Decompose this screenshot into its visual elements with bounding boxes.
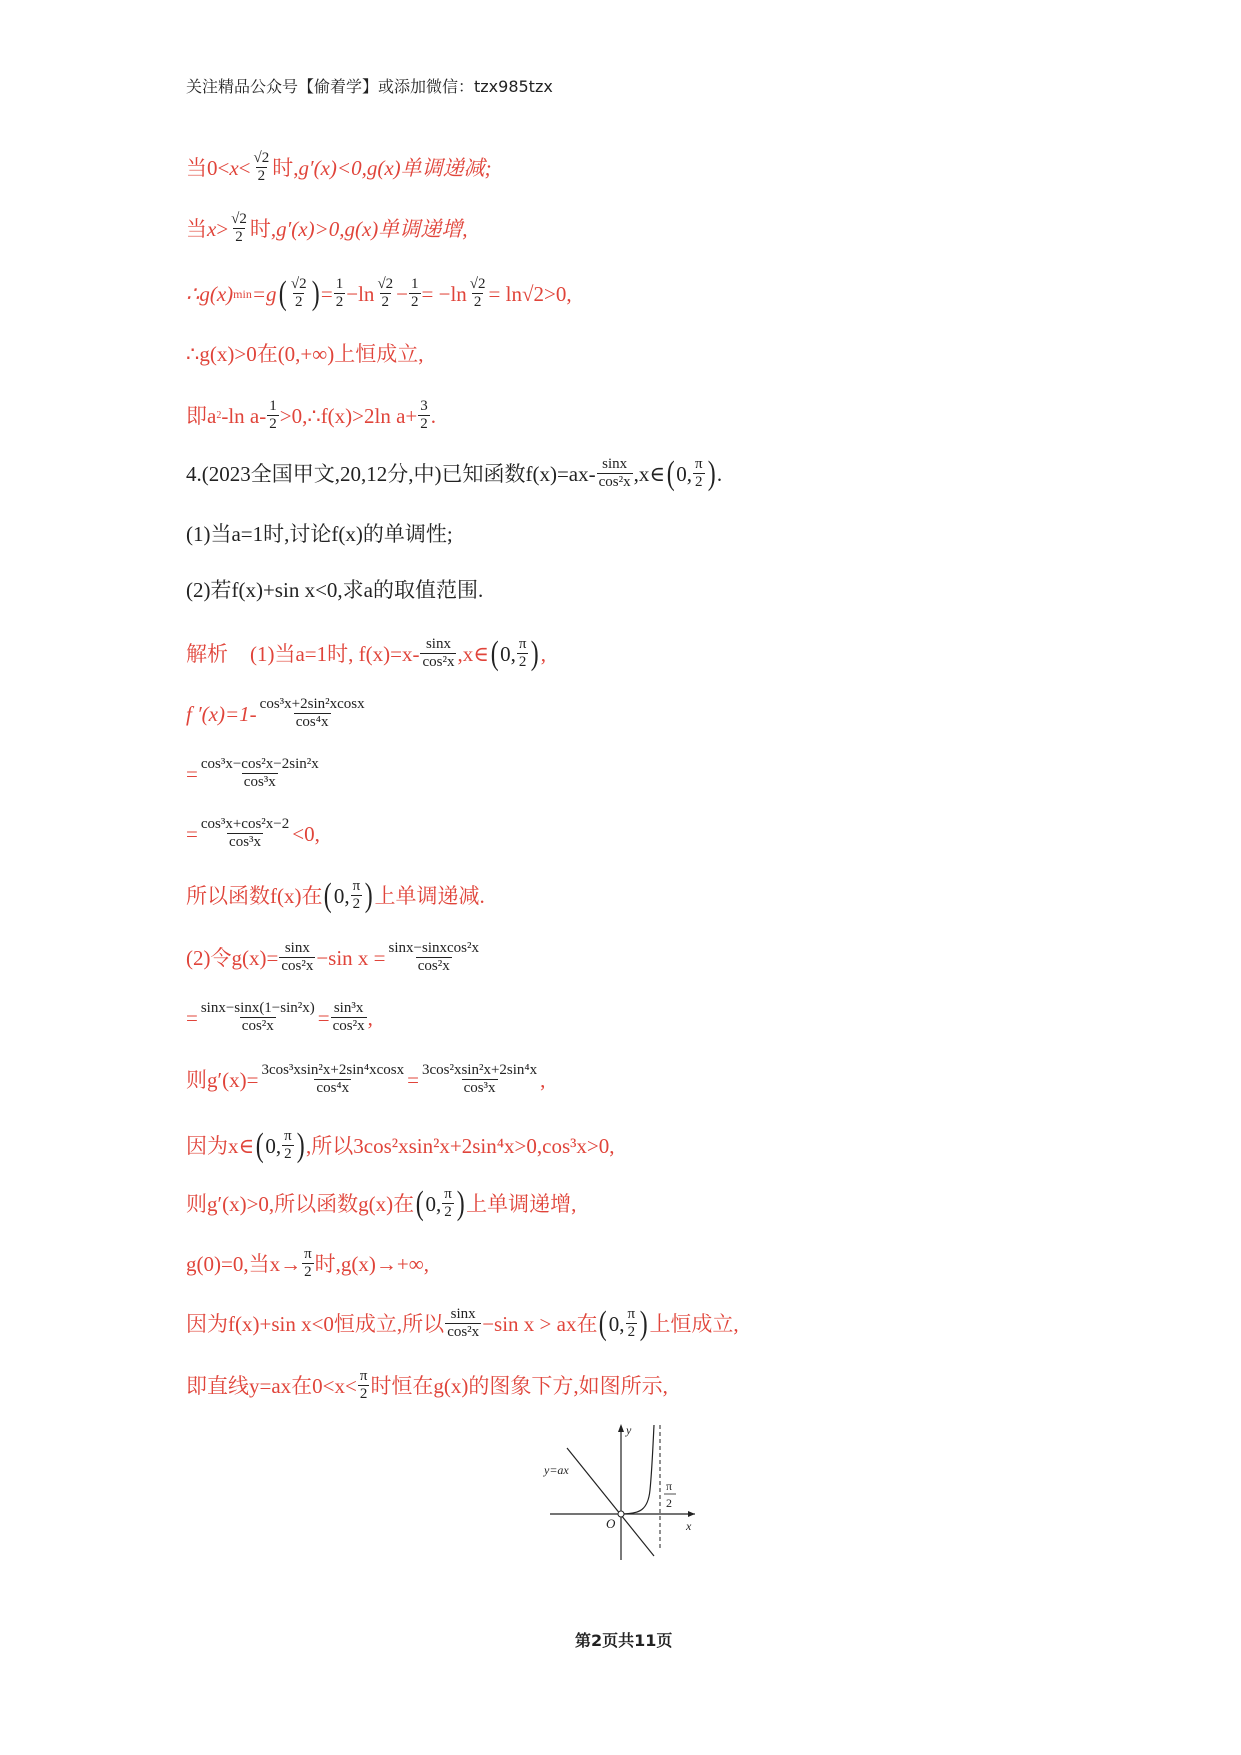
fraction <box>259 1062 406 1097</box>
denominator: 2 <box>627 1324 636 1340</box>
numerator: √2 <box>377 276 394 292</box>
text: (1)当a=1时, f(x)=x- <box>250 641 420 666</box>
left-paren: ( <box>666 454 675 492</box>
denominator: 2 <box>335 294 344 310</box>
fraction <box>302 1246 314 1281</box>
numerator: cos³x+cos²x−2 <box>200 816 290 832</box>
numerator: π <box>444 1186 452 1202</box>
right-paren: ) <box>456 1184 465 1222</box>
fraction <box>626 1306 638 1341</box>
right-paren: ) <box>311 274 320 312</box>
fraction <box>267 398 279 433</box>
fraction <box>252 150 272 185</box>
text: 因为f(x)+sin x<0恒成立,所以 <box>186 1311 445 1336</box>
denominator: 2 <box>411 294 419 310</box>
numerator: π <box>627 1306 636 1322</box>
y-axis-arrow-icon <box>618 1424 624 1432</box>
text: 即直线y=ax在0<x< <box>186 1373 357 1398</box>
denominator: 2 <box>381 294 390 310</box>
text: = <box>186 1005 198 1030</box>
denominator: 2 <box>473 294 482 310</box>
text: -ln a- <box>221 403 267 428</box>
denominator: cos⁴x <box>316 1080 350 1096</box>
fraction <box>334 276 346 311</box>
numerator: π <box>359 1368 368 1384</box>
text: = <box>186 761 198 786</box>
denominator: 2 <box>359 1386 368 1402</box>
numerator: √2 <box>231 211 247 227</box>
numerator: 1 <box>411 276 419 292</box>
g-simplify-line <box>186 1000 373 1035</box>
fraction <box>199 1000 317 1035</box>
numerator: sinx <box>450 1306 476 1322</box>
derivative-line-3 <box>186 816 320 851</box>
x-label: x <box>686 1519 692 1533</box>
watermark-header: 关注精品公众号【偷着学】或添加微信：tzx985tzx <box>186 77 553 96</box>
fraction <box>331 1000 367 1035</box>
fraction <box>693 456 705 491</box>
right-paren: ) <box>531 634 540 672</box>
solution-monotonic-decrease <box>186 878 485 913</box>
denominator: cos²x <box>241 1018 274 1034</box>
numerator: √2 <box>253 150 270 166</box>
denominator: cos³x <box>463 1080 496 1096</box>
right-paren: ) <box>639 1304 648 1342</box>
asymptote-label-den: 2 <box>666 1496 672 1510</box>
text: 当0< <box>186 155 230 180</box>
page-number: 第2页共11页 <box>575 1631 673 1650</box>
text: −sin x = <box>316 945 386 970</box>
solution-line-decreasing <box>186 150 492 185</box>
denominator: cos²x <box>332 1018 365 1034</box>
fraction <box>420 1062 539 1097</box>
line-label: y=ax <box>544 1463 569 1477</box>
text: >0,∴f(x)>2ln a+ <box>279 403 418 428</box>
text: f ′(x)=1- <box>186 701 257 726</box>
solution-label: 解析 <box>186 641 228 666</box>
denominator: 2 <box>284 1146 292 1162</box>
solution-line-increasing <box>186 211 468 246</box>
text: − <box>396 281 409 306</box>
text: g′(x)<0,g(x)单调递减; <box>298 155 492 180</box>
left-paren: ( <box>415 1184 424 1222</box>
numerator: 3cos³xsin²x+2sin⁴xcosx <box>261 1062 405 1078</box>
origin-label: O <box>606 1516 616 1531</box>
text: 0, <box>500 641 516 666</box>
text: 4.(2023全国甲文,20,12分,中)已知函数f(x)=ax- <box>186 461 596 486</box>
line-y-ax <box>567 1448 654 1556</box>
numerator: π <box>284 1128 292 1144</box>
text: 0, <box>608 1311 625 1336</box>
numerator: sinx−sinx(1−sin²x) <box>200 1000 315 1016</box>
numerator: sin³x <box>333 1000 364 1016</box>
text: 0, <box>425 1191 442 1216</box>
left-paren: ( <box>599 1304 608 1342</box>
fraction <box>258 696 367 731</box>
text: . <box>716 461 723 486</box>
denominator: cos²x <box>598 474 631 490</box>
numerator: π <box>304 1246 312 1262</box>
g-limit-line <box>186 1246 429 1281</box>
fraction <box>445 1306 481 1341</box>
fraction <box>409 276 421 311</box>
denominator: cos⁴x <box>295 714 329 730</box>
fraction <box>351 878 363 913</box>
text: 0, <box>333 883 350 908</box>
fraction <box>517 636 529 671</box>
fraction <box>358 1368 370 1403</box>
text: ,x∈ <box>457 641 489 666</box>
fraction <box>597 456 633 491</box>
numerator: √2 <box>290 276 307 292</box>
x-axis-arrow-icon <box>688 1511 695 1517</box>
solution-line-positive <box>186 340 424 368</box>
denominator: cos³x <box>229 834 262 850</box>
text: x <box>229 155 239 180</box>
fraction <box>289 276 309 311</box>
derivative-line-1 <box>186 696 368 731</box>
text: = <box>186 821 198 846</box>
denominator: cos²x <box>447 1324 480 1340</box>
fraction <box>420 636 456 671</box>
positivity-line <box>186 1128 615 1163</box>
right-paren: ) <box>296 1126 305 1164</box>
text: (2)若f(x)+sin x<0,求a的取值范围. <box>186 578 484 602</box>
text: =g <box>251 281 277 306</box>
numerator: sinx <box>425 636 451 652</box>
text: . <box>430 403 437 428</box>
text: 即a <box>186 403 217 428</box>
text: ∴g(x) <box>186 281 234 306</box>
fraction <box>418 398 430 433</box>
text: (1)当a=1时,讨论f(x)的单调性; <box>186 522 453 546</box>
denominator: 2 <box>269 416 277 432</box>
numerator: cos³x−cos²x−2sin²x <box>200 756 319 772</box>
question-4-part-1 <box>186 520 453 548</box>
denominator: 2 <box>518 654 527 670</box>
denominator: 2 <box>352 896 361 912</box>
fraction <box>282 1128 294 1163</box>
denominator: 2 <box>304 1264 312 1280</box>
fraction <box>468 276 488 311</box>
text: <0, <box>292 821 320 846</box>
fraction <box>387 940 481 975</box>
fraction <box>199 756 321 791</box>
text: ,所以3cos²xsin²x+2sin⁴x>0,cos³x>0, <box>306 1133 615 1158</box>
solution-part-2-define-g <box>186 940 482 975</box>
numerator: sinx <box>602 456 628 472</box>
denominator: 2 <box>235 229 243 245</box>
fraction <box>442 1186 454 1221</box>
y-label: y <box>626 1423 632 1437</box>
text: x <box>207 216 217 241</box>
text: = ln√2>0, <box>488 281 572 306</box>
text: = <box>407 1067 419 1092</box>
numerator: π <box>518 636 527 652</box>
numerator: 3 <box>420 398 428 414</box>
text: 则g′(x)>0,所以函数g(x)在 <box>186 1191 415 1216</box>
denominator: 2 <box>420 416 428 432</box>
text: = <box>317 1005 330 1030</box>
denominator: cos²x <box>422 654 455 670</box>
denominator: 2 <box>695 474 703 490</box>
denominator: cos²x <box>281 958 314 974</box>
text: 0, <box>676 461 692 486</box>
line-below-graph-statement <box>186 1368 668 1403</box>
text: , <box>540 1067 546 1092</box>
denominator: cos³x <box>243 774 276 790</box>
text: g(0)=0,当x→ <box>186 1251 302 1276</box>
text: 因为x∈ <box>186 1133 255 1158</box>
text: −sin x > ax在 <box>482 1311 598 1336</box>
text: −ln <box>346 281 375 306</box>
left-paren: ( <box>255 1126 264 1164</box>
solution-part-1-intro <box>186 636 546 671</box>
text: 时, <box>249 216 277 241</box>
asymptote-label-num: π <box>666 1479 673 1493</box>
fraction <box>375 276 395 311</box>
numerator: 3cos²xsin²x+2sin⁴x <box>421 1062 538 1078</box>
text: < <box>238 155 251 180</box>
function-graph-figure <box>530 1410 710 1570</box>
text: = −ln <box>421 281 467 306</box>
derivative-line-2 <box>186 756 322 791</box>
text: 0, <box>265 1133 282 1158</box>
numerator: √2 <box>469 276 486 292</box>
text: g′(x)>0,g(x)单调递增, <box>276 216 468 241</box>
text: 时恒在g(x)的图象下方,如图所示, <box>370 1373 668 1398</box>
text: 则g′(x)= <box>186 1067 259 1092</box>
numerator: π <box>695 456 703 472</box>
solution-line-conclusion: 即a 2 -ln a- $\frac{1}{2}$ >0,∴f(x)>2ln a+ $\frac{3}{2}$ . <box>186 398 437 432</box>
left-paren: ( <box>490 634 499 672</box>
text: 上单调递减. <box>374 883 485 908</box>
question-4-stem <box>186 456 722 491</box>
denominator: 2 <box>444 1204 452 1220</box>
text: 上恒成立, <box>649 1311 739 1336</box>
text: 当 <box>186 216 207 241</box>
g-increasing-line <box>186 1186 576 1221</box>
denominator: 2 <box>257 168 266 184</box>
text: ,x∈ <box>633 461 665 486</box>
text: 上单调递增, <box>466 1191 577 1216</box>
denominator: cos²x <box>417 958 450 974</box>
fraction <box>229 211 249 246</box>
g-derivative-line <box>186 1062 545 1097</box>
right-paren: ) <box>364 876 373 914</box>
text: > <box>216 216 229 241</box>
text: ∴g(x)>0在(0,+∞)上恒成立, <box>186 342 424 366</box>
solution-line-min-value: ∴g(x) min =g ( $\frac{√2}{2}$ ) = $\frac{1}{2}$ −ln $\frac{√2}{2}$ − $\frac{1}{2}$ = −ln $\frac{√2}{2}$ = ln√2>0, <box>186 274 572 312</box>
text: 时, <box>272 155 299 180</box>
denominator: 2 <box>294 294 303 310</box>
text: 所以函数f(x)在 <box>186 883 323 908</box>
numerator: sinx−sinxcos²x <box>388 940 479 956</box>
numerator: cos³x+2sin²xcosx <box>259 696 365 712</box>
text: (2)令g(x)= <box>186 945 279 970</box>
numerator: 1 <box>269 398 277 414</box>
numerator: π <box>352 878 361 894</box>
fraction <box>279 940 315 975</box>
g-curve <box>621 1425 654 1514</box>
text: , <box>367 1005 373 1030</box>
question-4-part-2 <box>186 576 483 604</box>
numerator: sinx <box>284 940 310 956</box>
text: , <box>540 641 546 666</box>
origin-point <box>618 1511 624 1517</box>
text: = <box>320 281 333 306</box>
left-paren: ( <box>324 876 333 914</box>
text: 时,g(x)→+∞, <box>314 1251 429 1276</box>
right-paren: ) <box>707 454 716 492</box>
left-paren: ( <box>278 274 287 312</box>
fraction <box>199 816 291 851</box>
inequality-holds-line <box>186 1306 739 1341</box>
numerator: 1 <box>335 276 344 292</box>
